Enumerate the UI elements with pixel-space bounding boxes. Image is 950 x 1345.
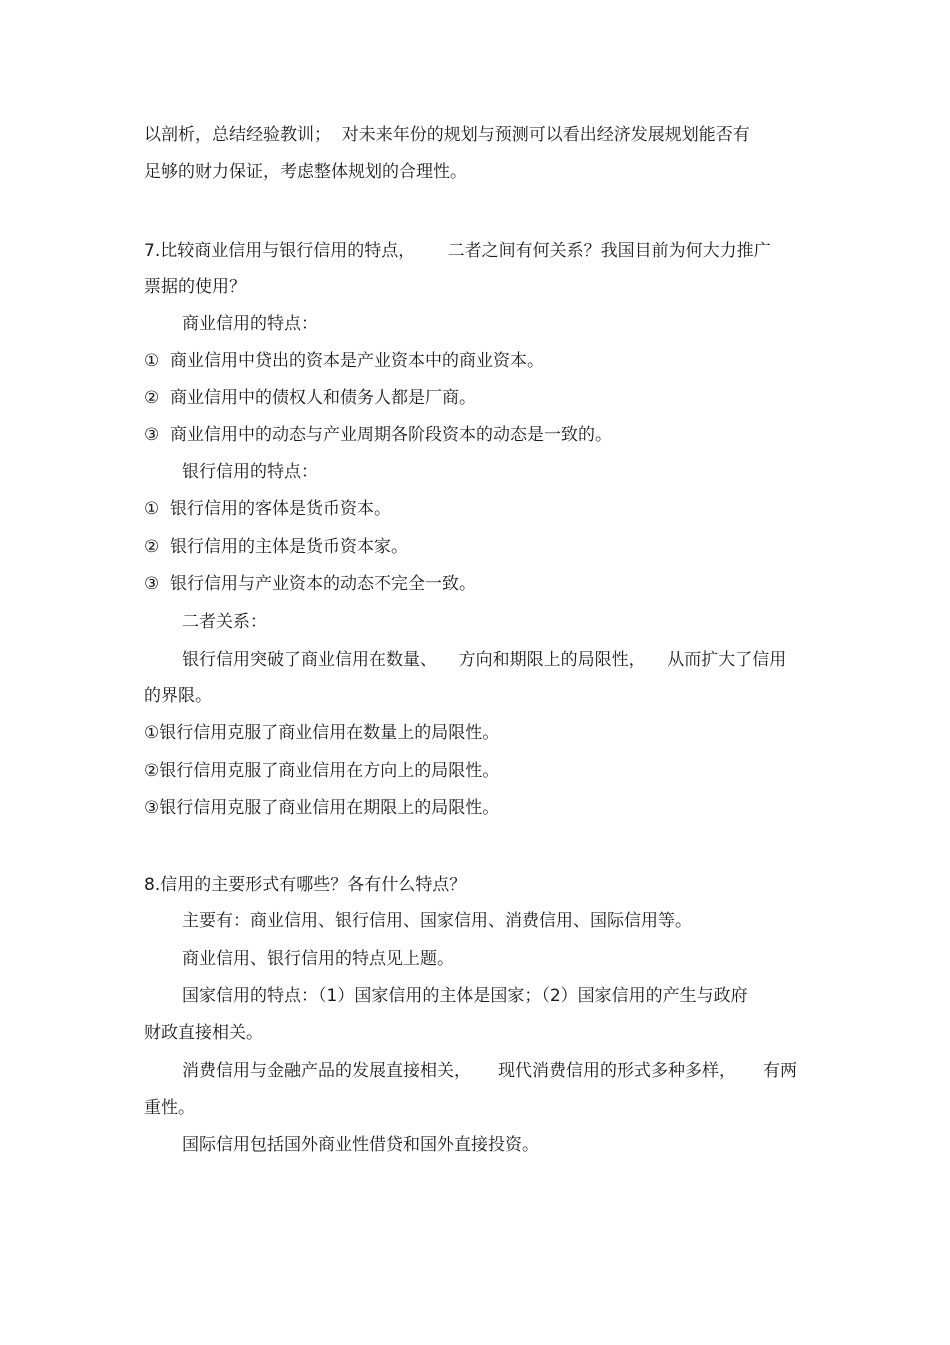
commercial-credit-item: ① 商业信用中贷出的资本是产业资本中的商业资本。: [144, 351, 545, 371]
consumer-credit-line-1: 消费信用与金融产品的发展直接相关， 现代消费信用的形式多种多样， 有两: [182, 1061, 798, 1081]
consumer-credit-line-2: 重性。: [144, 1098, 195, 1118]
bank-credit-item: ② 银行信用的主体是货币资本家。: [144, 537, 409, 557]
international-credit-text: 国际信用包括国外商业性借贷和国外直接投资。: [182, 1135, 539, 1155]
question-8-title: 8.信用的主要形式有哪些？各有什么特点？: [144, 875, 467, 895]
commercial-credit-heading: 商业信用的特点：: [182, 314, 318, 334]
relation-paragraph-line-1: 银行信用突破了商业信用在数量、 方向和期限上的局限性， 从而扩大了信用: [182, 650, 787, 670]
bank-credit-heading: 银行信用的特点：: [182, 462, 318, 482]
question-7-title-line-2: 票据的使用？: [144, 277, 246, 297]
intro-line-2: 足够的财力保证，考虑整体规划的合理性。: [144, 162, 467, 182]
relation-item: ③银行信用克服了商业信用在期限上的局限性。: [144, 798, 500, 818]
bank-credit-item: ① 银行信用的客体是货币资本。: [144, 499, 392, 519]
bank-credit-item: ③ 银行信用与产业资本的动态不完全一致。: [144, 574, 477, 594]
see-above-text: 商业信用、银行信用的特点见上题。: [182, 949, 454, 969]
state-credit-line-2: 财政直接相关。: [144, 1023, 263, 1043]
relation-item: ②银行信用克服了商业信用在方向上的局限性。: [144, 761, 500, 781]
intro-line-1: 以剖析，总结经验教训； 对未来年份的规划与预测可以看出经济发展规划能否有: [144, 125, 750, 145]
relation-heading: 二者关系：: [182, 612, 267, 632]
relation-item: ①银行信用克服了商业信用在数量上的局限性。: [144, 723, 500, 743]
state-credit-line-1: 国家信用的特点：（1）国家信用的主体是国家；（2）国家信用的产生与政府: [182, 986, 748, 1006]
commercial-credit-item: ③ 商业信用中的动态与产业周期各阶段资本的动态是一致的。: [144, 425, 613, 445]
main-forms-text: 主要有：商业信用、银行信用、国家信用、消费信用、国际信用等。: [182, 911, 692, 931]
relation-paragraph-line-2: 的界限。: [144, 686, 212, 706]
question-7-title-line-1: 7.比较商业信用与银行信用的特点， 二者之间有何关系？我国目前为何大力推广: [144, 241, 771, 261]
commercial-credit-item: ② 商业信用中的债权人和债务人都是厂商。: [144, 388, 477, 408]
